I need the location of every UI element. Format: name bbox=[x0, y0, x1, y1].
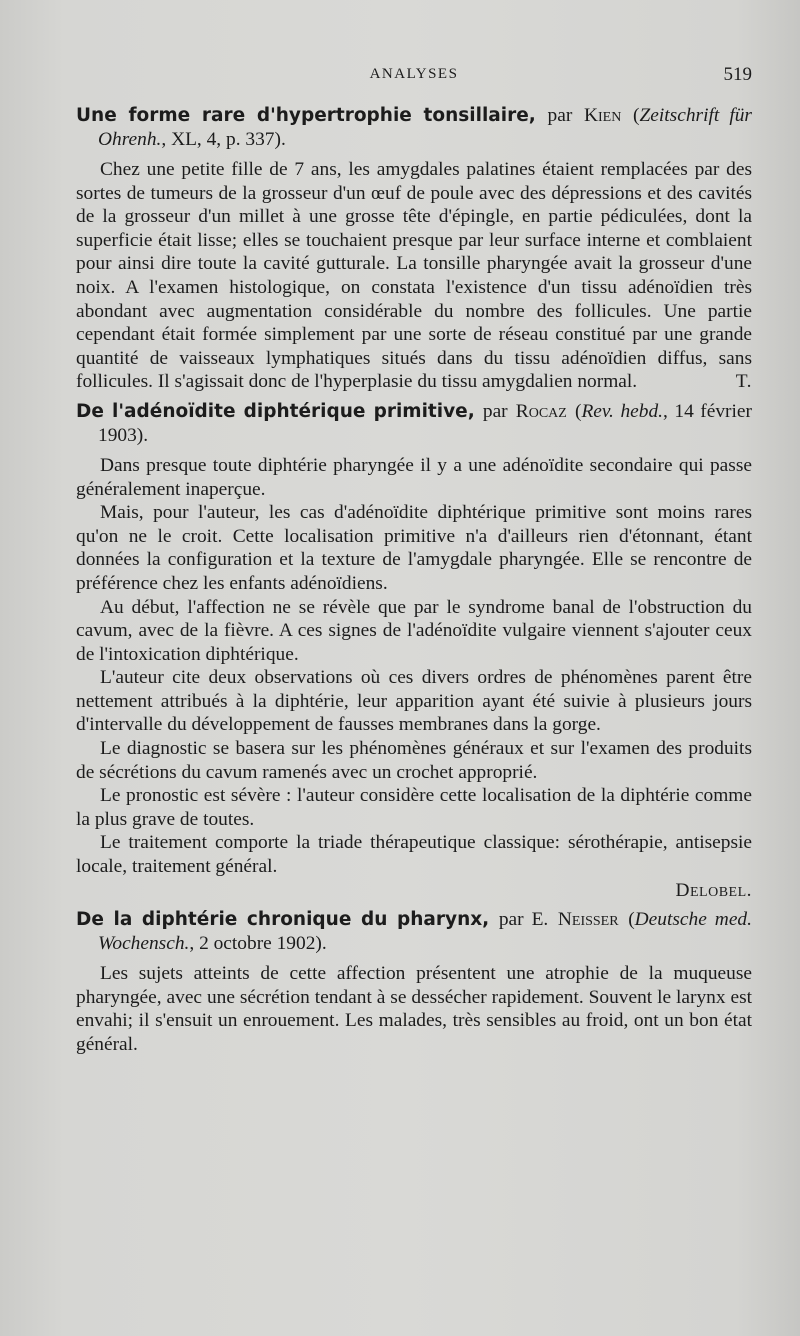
article-author: Neisser bbox=[557, 909, 619, 931]
article-rocaz bbox=[76, 400, 752, 902]
running-title: ANALYSES bbox=[369, 66, 459, 82]
ref-details: , 14 février 1903). bbox=[98, 400, 752, 446]
article-paragraph: Le traitement comporte la triade thérapeutique classique: sérothérapie, antisepsie locale, traitement général. bbox=[76, 832, 752, 878]
article-paragraph: Chez une petite fille de 7 ans, les amygdales palatines étaient remplacées par des sortes de tumeurs de la grosseur d'un œuf de poule avec des dépressions et des cavités de la grosseur d'un millet à une grosse tête d'épingle, en partie pédiculées, dont la superficie était lisse; elles se touchaient presque par leur surface interne et comblaient pour ainsi dire toute la cavité gutturale. La tonsille pharyngée avait la grosseur d'une noix. A l'examen histologique, on constata l'existence d'un tissu adénoïdien très abondant avec augmentation considérable du nombre des follicules. Une partie cependant était formée simplement par une sorte de réseau constitué par une grande quantité de vaisseaux lymphatiques situés dans du tissu adénoïdien diffus, sans follicules. Il s'agissait donc de l'hyperplasie du tissu amygdalien normal. bbox=[76, 159, 752, 393]
article-heading bbox=[76, 400, 752, 448]
ref-details: , XL, 4, p. 337). bbox=[161, 129, 286, 150]
page-number: 519 bbox=[723, 64, 752, 85]
article-heading bbox=[76, 104, 752, 152]
article-neisser bbox=[76, 908, 752, 1056]
article-title: De la diphtérie chronique du pharynx, bbox=[76, 909, 490, 931]
article-signature: T. bbox=[735, 371, 752, 393]
article-signature: Delobel. bbox=[675, 879, 752, 901]
ref-open-paren: ( bbox=[574, 400, 582, 422]
article-paragraph: Dans presque toute diphtérie pharyngée il y a une adénoïdite secondaire qui passe généralement inaperçue. bbox=[76, 454, 752, 500]
article-byline: par bbox=[547, 105, 573, 126]
ref-details: , 2 octobre 1902). bbox=[189, 933, 327, 955]
article-author: Kien bbox=[584, 105, 622, 126]
article-paragraph: Le diagnostic se basera sur les phénomènes généraux et sur l'examen des produits de sécrétions du cavum ramenés avec un crochet approprié. bbox=[76, 738, 752, 783]
article-byline: par bbox=[482, 400, 508, 422]
journal-name: Rev. hebd. bbox=[581, 400, 663, 422]
article-paragraph: Mais, pour l'auteur, les cas d'adénoïdite diphtérique primitive sont moins rares qu'on ne le croit. Cette localisation primitive n'a d'ailleurs rien d'étonnant, étant données la configuration et la texture de l'amygdale pharyngée. Elle se rencontre de préférence chez les enfants adénoïdiens. bbox=[76, 502, 752, 594]
article-paragraph: Les sujets atteints de cette affection présentent une atrophie de la muqueuse pharyngée, avec une sécrétion tendant à se dessécher rapidement. Souvent le larynx est envahi; il s'ensuit un enrouement. Les malades, très sensibles au froid, ont un bon état général. bbox=[76, 963, 752, 1055]
ref-open-paren: ( bbox=[633, 105, 640, 126]
article-kien bbox=[76, 104, 752, 394]
journal-name: Zeitschrift für Ohrenh. bbox=[98, 105, 752, 150]
article-paragraph: Le pronostic est sévère : l'auteur considère cette localisation de la diphtérie comme la plus grave de toutes. bbox=[76, 785, 752, 830]
article-heading bbox=[76, 908, 752, 956]
article-paragraph: L'auteur cite deux observations où ces divers ordres de phénomènes parent être nettement attribués à la diphtérie, leur apparition ayant été suivie à plusieurs jours d'intervalle du développement de fausses membranes dans la gorge. bbox=[76, 667, 752, 736]
ref-open-paren: ( bbox=[628, 909, 635, 931]
journal-name: Deutsche med. Wochensch. bbox=[98, 909, 752, 955]
page-content bbox=[76, 104, 752, 1057]
article-title: De l'adénoïdite diphtérique primitive, bbox=[76, 400, 475, 422]
article-title: Une forme rare d'hypertrophie tonsillaire, bbox=[76, 105, 536, 126]
running-head bbox=[76, 62, 752, 88]
article-byline: par E. bbox=[498, 909, 549, 931]
article-author: Rocaz bbox=[515, 400, 567, 422]
article-paragraph: Au début, l'affection ne se révèle que par le syndrome banal de l'obstruction du cavum, avec de la fièvre. A ces signes de l'adénoïdite vulgaire viennent s'ajouter ceux de l'intoxication diphtérique. bbox=[76, 596, 752, 665]
